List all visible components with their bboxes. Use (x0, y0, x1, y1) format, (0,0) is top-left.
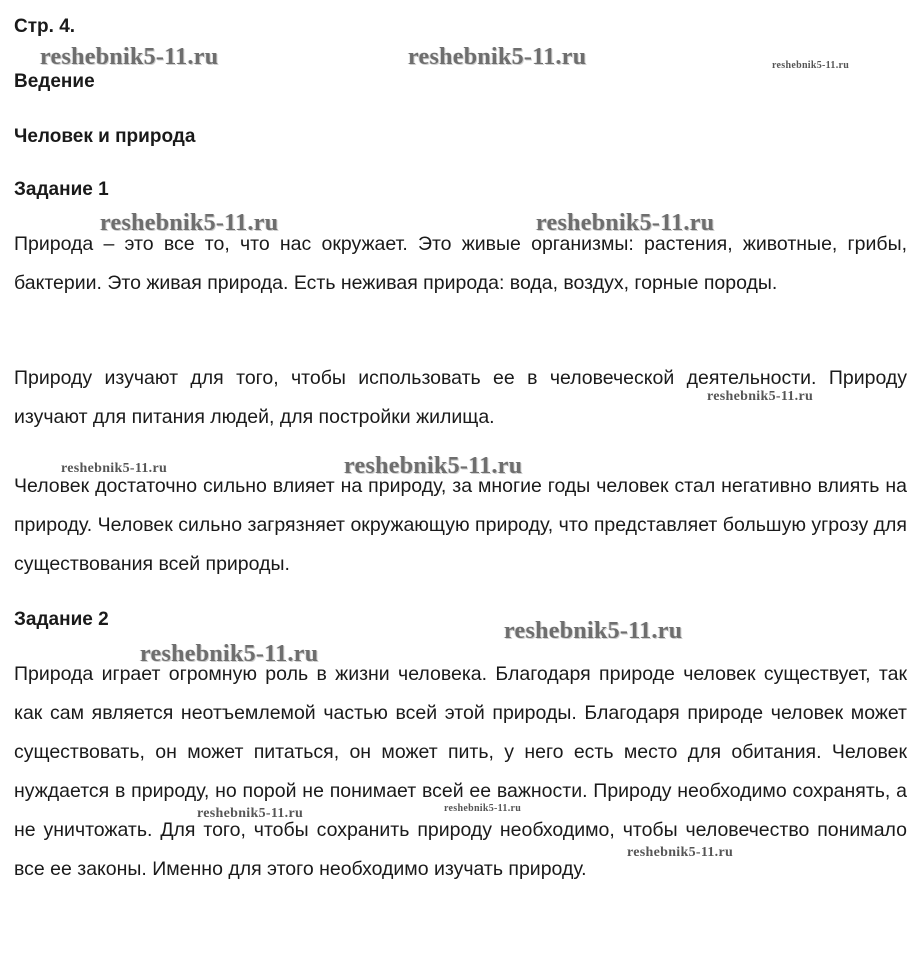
watermark: reshebnik5-11.ru (344, 453, 523, 479)
task-1-paragraph-1: Природа – это все то, что нас окружает. Это живые организмы: растения, животные, грибы, бактерии. Это живая природа. Есть неживая природа: вода, воздух, горные породы. (14, 233, 907, 294)
watermark: reshebnik5-11.ru (504, 618, 683, 644)
watermark: reshebnik5-11.ru (627, 845, 734, 860)
watermark: reshebnik5-11.ru (140, 641, 319, 667)
task-1-paragraph-2: Природу изучают для того, чтобы использовать ее в человеческой деятельности. Природу изучают для питания людей, для постройки жилища. (14, 367, 907, 428)
watermark: reshebnik5-11.ru (61, 461, 168, 476)
watermark: reshebnik5-11.ru (772, 60, 850, 71)
task-2-paragraph-1: Природа играет огромную роль в жизни человека. Благодаря природе человек существует, так как сам является неотъемлемой частью всей этой природы. Благодаря природе человек может существовать, он может питаться, он может пить, у него есть место для обитания. Человек нуждается в природу, но порой не понимает всей ее важности. Природу необходимо сохранять, а не уничтожать. Для того, чтобы сохранить природу необходимо, чтобы человечество понимало все ее законы. Именно для этого необходимо изучать природу. (14, 663, 907, 880)
topic-title: Человек и природа (14, 126, 196, 147)
task-1-title: Задание 1 (14, 179, 109, 200)
section-title: Ведение (14, 71, 95, 92)
task-1-paragraph-3: Человек достаточно сильно влияет на природу, за многие годы человек стал негативно влиять на природу. Человек сильно загрязняет окружающую природу, что представляет большую угрозу для существования всей природы. (14, 475, 907, 575)
watermark: reshebnik5-11.ru (408, 44, 587, 70)
watermark: reshebnik5-11.ru (707, 389, 814, 404)
watermark: reshebnik5-11.ru (100, 210, 279, 236)
watermark: reshebnik5-11.ru (40, 44, 219, 70)
task-2-title: Задание 2 (14, 609, 109, 630)
page-label: Стр. 4. (14, 16, 76, 37)
watermark: reshebnik5-11.ru (197, 806, 304, 821)
watermark: reshebnik5-11.ru (444, 803, 522, 814)
watermark: reshebnik5-11.ru (536, 210, 715, 236)
